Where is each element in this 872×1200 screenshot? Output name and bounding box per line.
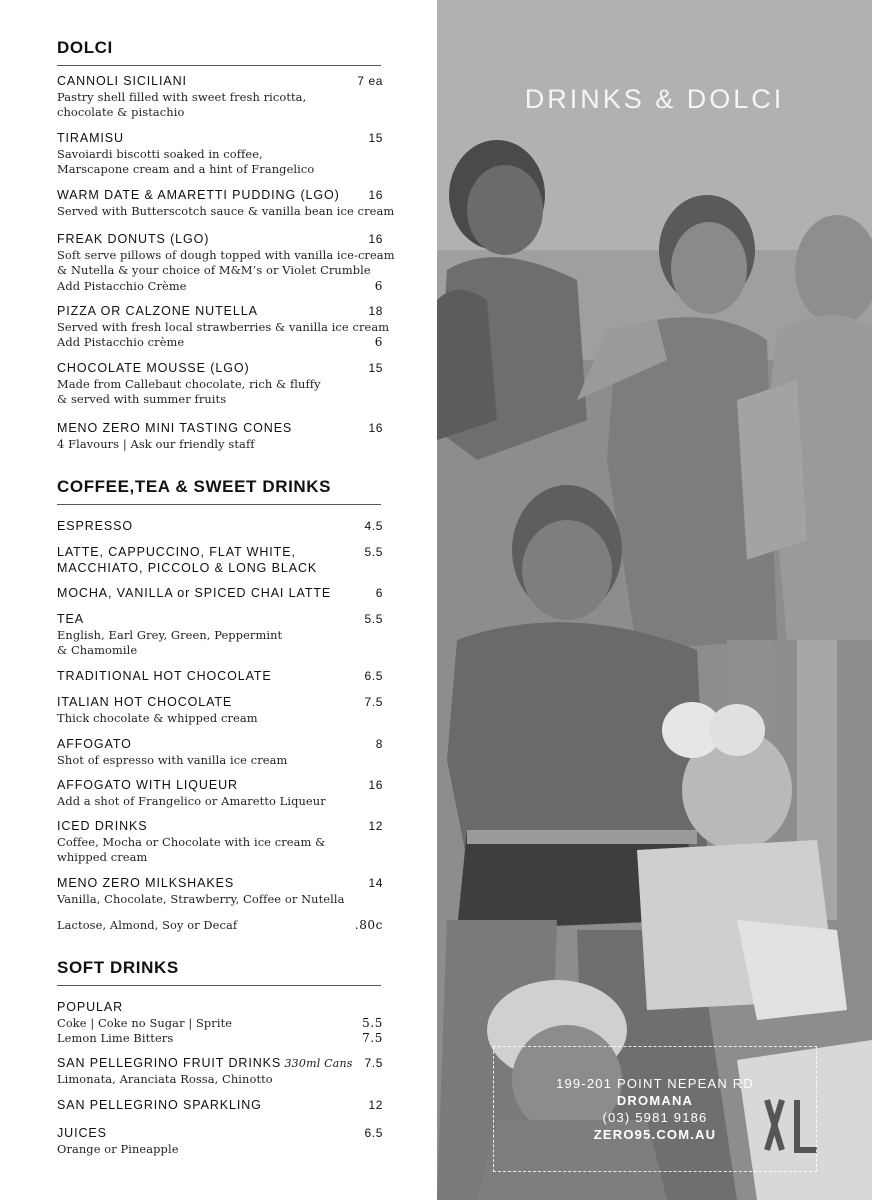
item-name: CANNOLI SICILIANI — [57, 74, 187, 88]
item-desc: & Nutella & your choice of M&M’s or Violet Crumble — [57, 263, 371, 278]
item-name: POPULAR — [57, 1000, 124, 1014]
item-price: 7.5 — [362, 1031, 383, 1046]
section-title-soft-drinks: SOFT DRINKS — [57, 958, 381, 986]
address-town: DROMANA — [616, 1093, 694, 1108]
item-price: 6.5 — [364, 1126, 383, 1140]
item-name: SAN PELLEGRINO FRUIT DRINKS — [57, 1056, 282, 1070]
address-website: ZERO95.COM.AU — [593, 1127, 717, 1142]
panel-title: DRINKS & DOLCI — [524, 84, 785, 114]
item-name: ITALIAN HOT CHOCOLATE — [57, 695, 233, 709]
section-title-coffee: COFFEE,TEA & SWEET DRINKS — [57, 477, 381, 505]
item-price: 6 — [375, 586, 383, 600]
item-name: FREAK DONUTS (LGO) — [57, 232, 210, 246]
item-name: MENO ZERO MINI TASTING CONES — [57, 421, 293, 435]
item-name: TEA — [57, 612, 85, 626]
item-desc: Made from Callebaut chocolate, rich & fluffy — [57, 376, 321, 391]
menu-item — [57, 778, 383, 809]
menu-item — [57, 586, 383, 602]
item-price: 7 ea — [357, 74, 383, 88]
item-price: 7.5 — [364, 695, 383, 709]
item-name: ICED DRINKS — [57, 819, 148, 833]
item-desc: Thick chocolate & whipped cream — [57, 710, 258, 725]
item-price: 6.5 — [364, 669, 383, 683]
item-price: 12 — [368, 1098, 383, 1112]
item-name: CHOCOLATE MOUSSE (LGO) — [57, 361, 250, 375]
menu-item — [57, 304, 390, 351]
item-name: MENO ZERO MILKSHAKES — [57, 876, 235, 890]
menu-item — [57, 695, 383, 726]
item-price: 16 — [368, 778, 383, 792]
menu-item — [57, 545, 383, 576]
item-price: 7.5 — [364, 1056, 383, 1070]
item-desc: Lemon Lime Bitters — [57, 1031, 174, 1046]
item-name-line2: MACCHIATO, PICCOLO & LONG BLACK — [57, 560, 318, 575]
item-name: TIRAMISU — [57, 131, 124, 145]
item-name: LATTE, CAPPUCCINO, FLAT WHITE, — [57, 545, 296, 559]
item-desc: Shot of espresso with vanilla ice cream — [57, 752, 288, 767]
item-desc: Served with Butterscotch sauce & vanilla bean ice cream — [57, 203, 395, 218]
item-desc: Soft serve pillows of dough topped with vanilla ice-cream — [57, 247, 395, 262]
item-desc: Coffee, Mocha or Chocolate with ice cream & — [57, 834, 326, 849]
item-desc: chocolate & pistachio — [57, 105, 185, 120]
item-price: 5.5 — [364, 612, 383, 626]
menu-item — [57, 421, 383, 452]
menu-item — [57, 737, 383, 768]
item-extra: Lactose, Almond, Soy or Decaf — [57, 918, 238, 932]
item-desc: Served with fresh local strawberries & vanilla ice cream — [57, 319, 390, 334]
item-desc: & Chamomile — [57, 643, 138, 658]
menu-item-extra — [57, 918, 383, 934]
item-name: WARM DATE & AMARETTI PUDDING (LGO) — [57, 188, 340, 202]
item-desc: Coke | Coke no Sugar | Sprite — [57, 1015, 233, 1030]
item-name: MOCHA, VANILLA or SPICED CHAI LATTE — [57, 586, 332, 600]
item-name: AFFOGATO — [57, 737, 132, 751]
menu-item — [57, 361, 383, 408]
item-desc: Limonata, Aranciata Rossa, Chinotto — [57, 1071, 273, 1086]
item-desc: & served with summer fruits — [57, 392, 227, 407]
item-price: 5.5 — [362, 1015, 383, 1030]
item-name: TRADITIONAL HOT CHOCOLATE — [57, 669, 272, 683]
address-box — [493, 1046, 817, 1172]
item-price: 16 — [368, 232, 383, 246]
item-price: 16 — [368, 188, 383, 202]
vintage-beach-photo — [437, 0, 872, 1200]
item-price: 4.5 — [364, 519, 383, 533]
item-desc: whipped cream — [57, 850, 148, 865]
menu-item — [57, 669, 383, 685]
item-price: 14 — [368, 876, 383, 890]
item-extra-price: .80c — [354, 918, 383, 932]
address-phone: (03) 5981 9186 — [602, 1110, 708, 1125]
item-desc: Pastry shell filled with sweet fresh ricotta, — [57, 89, 307, 104]
item-name: JUICES — [57, 1126, 107, 1140]
item-price: 5.5 — [364, 545, 383, 559]
item-price: 15 — [368, 361, 383, 375]
item-name: ESPRESSO — [57, 519, 133, 533]
menu-item — [57, 1000, 383, 1047]
item-extra: Add Pistacchio Crème — [57, 278, 187, 293]
item-price: 16 — [368, 421, 383, 435]
item-desc: Orange or Pineapple — [57, 1141, 179, 1156]
menu-item — [57, 819, 383, 866]
item-desc: Marscapone cream and a hint of Frangelico — [57, 162, 315, 177]
item-name: AFFOGATO WITH LIQUEUR — [57, 778, 238, 792]
item-extra-price: 6 — [374, 278, 383, 293]
item-desc: Add a shot of Frangelico or Amaretto Liqueur — [57, 793, 326, 808]
menu-item — [57, 74, 383, 121]
menu-item — [57, 1098, 383, 1114]
menu-item — [57, 876, 383, 907]
item-note: 330ml Cans — [284, 1057, 353, 1070]
item-name: PIZZA OR CALZONE NUTELLA — [57, 304, 258, 318]
item-price: 18 — [368, 304, 383, 318]
item-desc: 4 Flavours | Ask our friendly staff — [57, 436, 255, 451]
item-extra-price: 6 — [374, 335, 383, 350]
menu-item — [57, 519, 383, 535]
menu-item — [57, 1126, 383, 1157]
item-desc: English, Earl Grey, Green, Peppermint — [57, 627, 283, 642]
item-desc: Savoiardi biscotti soaked in coffee, — [57, 146, 263, 161]
section-title-dolci: DOLCI — [57, 38, 381, 66]
item-price: 8 — [375, 737, 383, 751]
menu-item — [57, 232, 395, 294]
item-price: 12 — [368, 819, 383, 833]
item-desc: Vanilla, Chocolate, Strawberry, Coffee or Nutella — [57, 891, 345, 906]
photo-illustration — [437, 0, 872, 1200]
menu-item — [57, 612, 383, 659]
address-street: 199-201 POINT NEPEAN RD — [556, 1076, 754, 1091]
item-price: 15 — [368, 131, 383, 145]
item-name: SAN PELLEGRINO SPARKLING — [57, 1098, 262, 1112]
menu-item — [57, 1056, 383, 1087]
menu-item — [57, 188, 395, 219]
item-extra: Add Pistacchio crème — [57, 335, 185, 350]
menu-item — [57, 131, 383, 178]
